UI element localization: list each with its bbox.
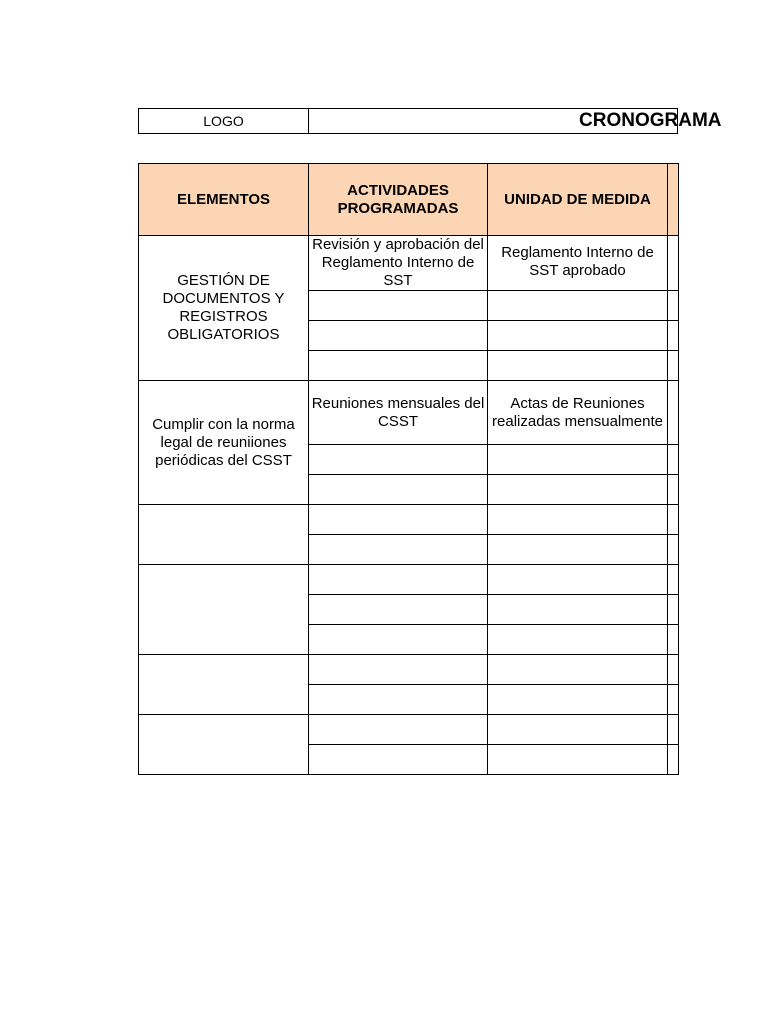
overflow-cell xyxy=(668,535,679,565)
measure-cell xyxy=(488,445,668,475)
measure-cell xyxy=(488,565,668,595)
header-unidad: UNIDAD DE MEDIDA xyxy=(488,164,668,236)
overflow-cell xyxy=(668,321,679,351)
measure-cell xyxy=(488,475,668,505)
overflow-cell xyxy=(668,685,679,715)
measure-cell xyxy=(488,291,668,321)
overflow-cell xyxy=(668,715,679,745)
activity-cell: Reuniones mensuales del CSST xyxy=(309,381,488,445)
element-cell: Cumplir con la norma legal de reuniiones periódicas del CSST xyxy=(139,381,309,505)
element-cell xyxy=(139,505,309,565)
table-row xyxy=(139,655,679,685)
measure-cell: Actas de Reuniones realizadas mensualmente xyxy=(488,381,668,445)
activity-cell xyxy=(309,655,488,685)
measure-cell xyxy=(488,625,668,655)
activity-cell: Revisión y aprobación del Reglamento Interno de SST xyxy=(309,236,488,291)
overflow-cell xyxy=(668,565,679,595)
activity-cell xyxy=(309,595,488,625)
overflow-cell xyxy=(668,445,679,475)
overflow-cell xyxy=(668,745,679,775)
element-cell xyxy=(139,715,309,775)
activity-cell xyxy=(309,445,488,475)
measure-cell xyxy=(488,321,668,351)
element-cell xyxy=(139,565,309,655)
overflow-cell xyxy=(668,505,679,535)
logo-placeholder: LOGO xyxy=(139,109,309,133)
measure-cell xyxy=(488,595,668,625)
measure-cell xyxy=(488,685,668,715)
overflow-cell xyxy=(668,595,679,625)
overflow-cell xyxy=(668,475,679,505)
measure-cell xyxy=(488,535,668,565)
schedule-table-container xyxy=(138,163,667,775)
activity-cell xyxy=(309,505,488,535)
measure-cell xyxy=(488,745,668,775)
header-overflow-cell xyxy=(668,164,679,236)
measure-cell xyxy=(488,715,668,745)
activity-cell xyxy=(309,625,488,655)
overflow-cell xyxy=(668,291,679,321)
activity-cell xyxy=(309,745,488,775)
document-header xyxy=(138,108,722,134)
table-row xyxy=(139,715,679,745)
schedule-table xyxy=(138,163,679,775)
table-row xyxy=(139,236,679,291)
activity-cell xyxy=(309,565,488,595)
activity-cell xyxy=(309,475,488,505)
activity-cell xyxy=(309,291,488,321)
overflow-cell xyxy=(668,655,679,685)
document-title: CRONOGRAMA xyxy=(579,110,722,131)
title-cell xyxy=(309,109,722,133)
activity-cell xyxy=(309,535,488,565)
activity-cell xyxy=(309,685,488,715)
overflow-cell xyxy=(668,625,679,655)
table-row xyxy=(139,505,679,535)
activity-cell xyxy=(309,351,488,381)
measure-cell xyxy=(488,351,668,381)
overflow-cell xyxy=(668,236,679,291)
element-cell xyxy=(139,655,309,715)
measure-cell: Reglamento Interno de SST aprobado xyxy=(488,236,668,291)
table-header-row xyxy=(139,164,679,236)
activity-cell xyxy=(309,715,488,745)
table-row xyxy=(139,381,679,445)
element-cell: GESTIÓN DE DOCUMENTOS Y REGISTROS OBLIGATORIOS xyxy=(139,236,309,381)
table-row xyxy=(139,565,679,595)
header-actividades: ACTIVIDADES PROGRAMADAS xyxy=(309,164,488,236)
overflow-cell xyxy=(668,351,679,381)
activity-cell xyxy=(309,321,488,351)
measure-cell xyxy=(488,655,668,685)
measure-cell xyxy=(488,505,668,535)
header-elementos: ELEMENTOS xyxy=(139,164,309,236)
overflow-cell xyxy=(668,381,679,445)
